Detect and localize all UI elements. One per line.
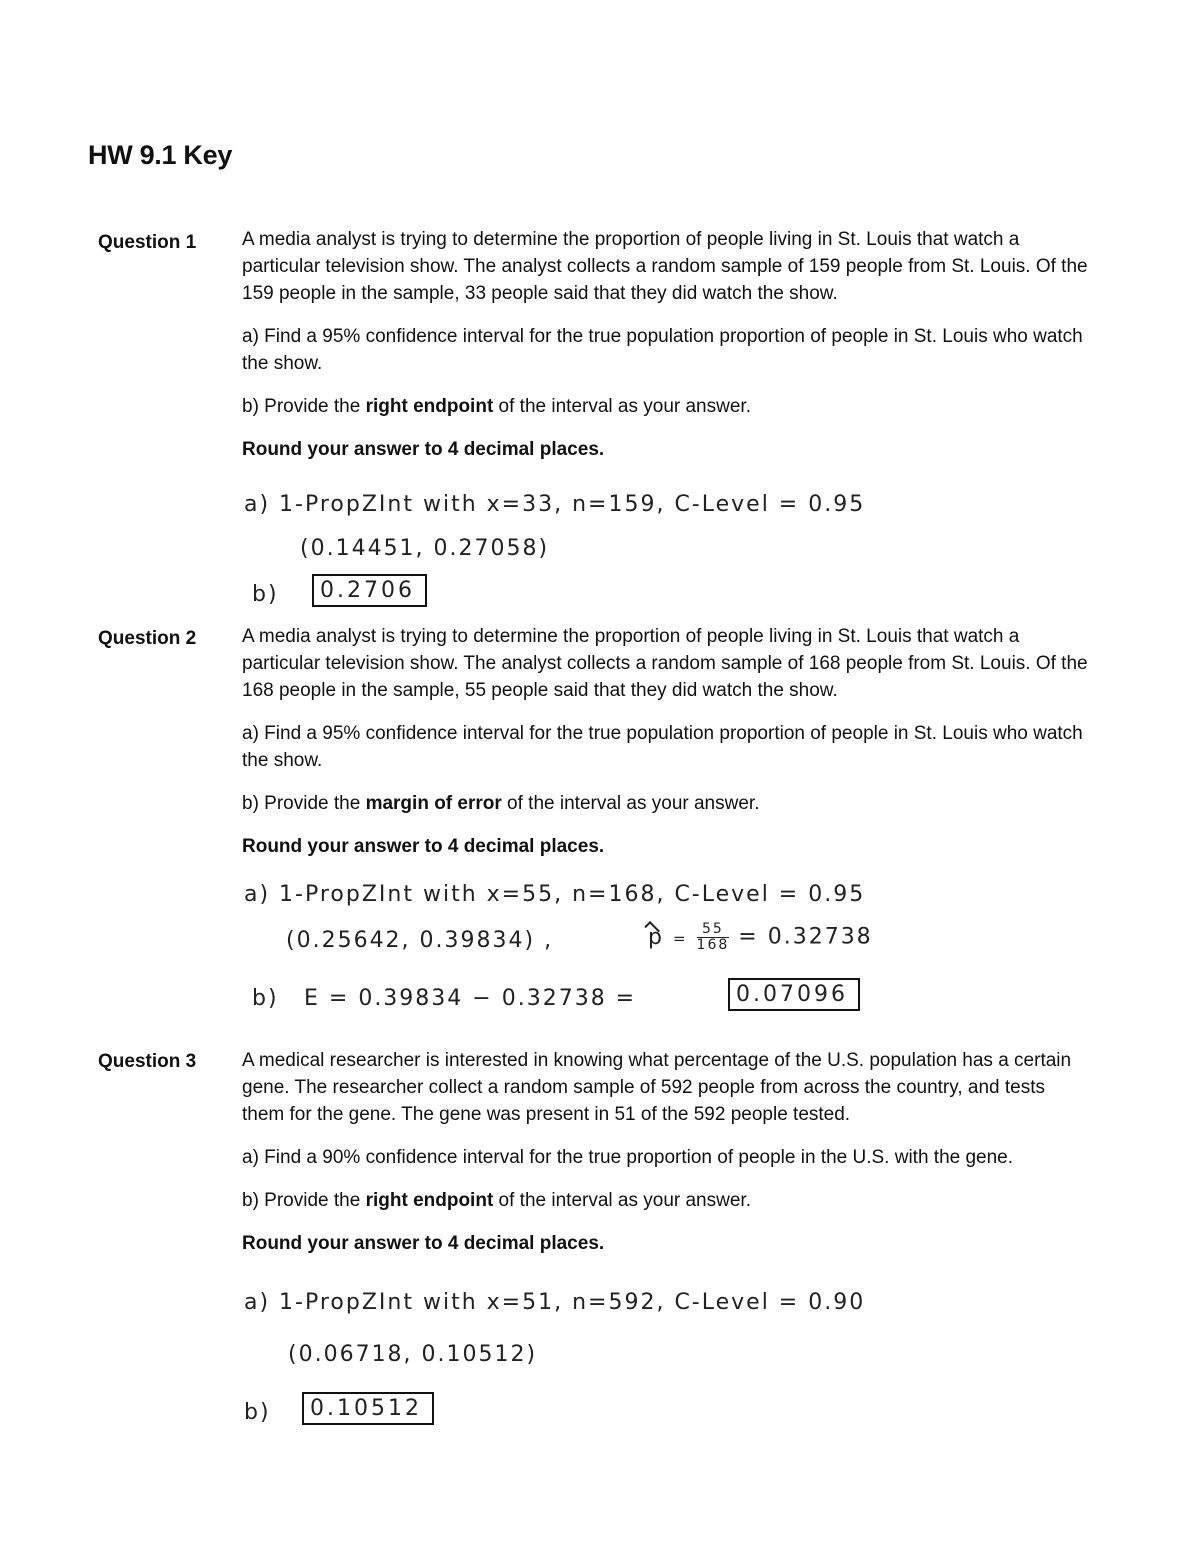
question-3-work-b-label: b) xyxy=(244,1400,271,1425)
question-1-label: Question 1 xyxy=(98,232,197,253)
question-2-phat xyxy=(648,922,873,953)
question-1-work-a-line2: (0.14451, 0.27058) xyxy=(300,536,550,561)
question-2-part-b-pre: b) Provide the xyxy=(242,793,366,814)
question-3-answer: 0.10512 xyxy=(302,1392,434,1425)
question-2-round-note: Round your answer to 4 decimal places. xyxy=(242,836,605,857)
question-3-part-b-pre: b) Provide the xyxy=(242,1190,366,1211)
question-1-prompt: A media analyst is trying to determine the proportion of people living in St. Louis that watch a particular television show. The analyst collects a random sample of 159 people from St. Louis. Of the 159 people in the sample, 33 people said that they did watch the show. xyxy=(242,229,1088,304)
p-hat-fraction xyxy=(697,922,730,953)
question-2-answer: 0.07096 xyxy=(728,978,860,1011)
question-2-part-b-bold: margin of error xyxy=(365,793,502,814)
question-3-work-a-line2: (0.06718, 0.10512) xyxy=(288,1342,538,1367)
page-title: HW 9.1 Key xyxy=(88,140,233,170)
p-hat-denominator: 168 xyxy=(696,937,730,953)
question-2-answer-box xyxy=(728,978,860,1011)
question-2-part-a: a) Find a 95% confidence interval for the true population proportion of people in St. Louis who watch the show. xyxy=(242,723,1083,771)
question-1-round-note: Round your answer to 4 decimal places. xyxy=(242,439,605,460)
question-1-part-b-bold: right endpoint xyxy=(365,396,494,417)
question-1-work-a-line1: a) 1-PropZInt with x=33, n=159, C-Level = 0.95 xyxy=(244,492,866,517)
p-hat-equals: = xyxy=(672,929,688,948)
question-3-body xyxy=(242,1047,1092,1273)
question-1-answer: 0.2706 xyxy=(312,574,427,607)
p-hat-value: = 0.32738 xyxy=(738,924,873,950)
question-1-work-b-label: b) xyxy=(252,582,279,607)
question-2-part-b xyxy=(242,790,1092,817)
question-2-work-a-line1: a) 1-PropZInt with x=55, n=168, C-Level = 0.95 xyxy=(244,882,866,907)
question-3-part-b xyxy=(242,1187,1092,1214)
question-2-work-a-line2: (0.25642, 0.39834) , xyxy=(286,928,554,953)
question-1-part-b-pre: b) Provide the xyxy=(242,396,366,417)
question-1-part-b xyxy=(242,393,1092,420)
question-1-answer-box xyxy=(312,574,427,607)
question-2-part-b-post: of the interval as your answer. xyxy=(501,793,760,814)
question-3-part-b-bold: right endpoint xyxy=(365,1190,494,1211)
question-1-body xyxy=(242,226,1092,479)
question-3-part-a: a) Find a 90% confidence interval for the true proportion of people in the U.S. with the gene. xyxy=(242,1147,1014,1168)
question-3-work-a-line1: a) 1-PropZInt with x=51, n=592, C-Level = 0.90 xyxy=(244,1290,866,1315)
question-2-label: Question 2 xyxy=(98,628,197,649)
question-3-round-note: Round your answer to 4 decimal places. xyxy=(242,1233,605,1254)
question-1-part-a: a) Find a 95% confidence interval for the true population proportion of people in St. Louis who watch the show. xyxy=(242,326,1083,374)
question-1-part-b-post: of the interval as your answer. xyxy=(493,396,751,417)
question-3-label: Question 3 xyxy=(98,1051,197,1072)
p-hat-symbol: p xyxy=(648,924,664,950)
question-3-part-b-post: of the interval as your answer. xyxy=(493,1190,751,1211)
question-2-work-b-expr: E = 0.39834 − 0.32738 = xyxy=(304,986,637,1011)
question-2-prompt: A media analyst is trying to determine the proportion of people living in St. Louis that watch a particular television show. The analyst collects a random sample of 168 people from St. Louis. Of the 168 people in the sample, 55 people said that they did watch the show. xyxy=(242,626,1088,701)
question-3-answer-box xyxy=(302,1392,434,1425)
question-3-prompt: A medical researcher is interested in knowing what percentage of the U.S. population has a certain gene. The researcher collect a random sample of 592 people from across the country, and tests them for the gene. The gene was present in 51 of the 592 people tested. xyxy=(242,1050,1072,1125)
question-2-work-b-label: b) xyxy=(252,986,279,1011)
question-2-body xyxy=(242,623,1092,876)
p-hat-numerator: 55 xyxy=(697,922,730,938)
